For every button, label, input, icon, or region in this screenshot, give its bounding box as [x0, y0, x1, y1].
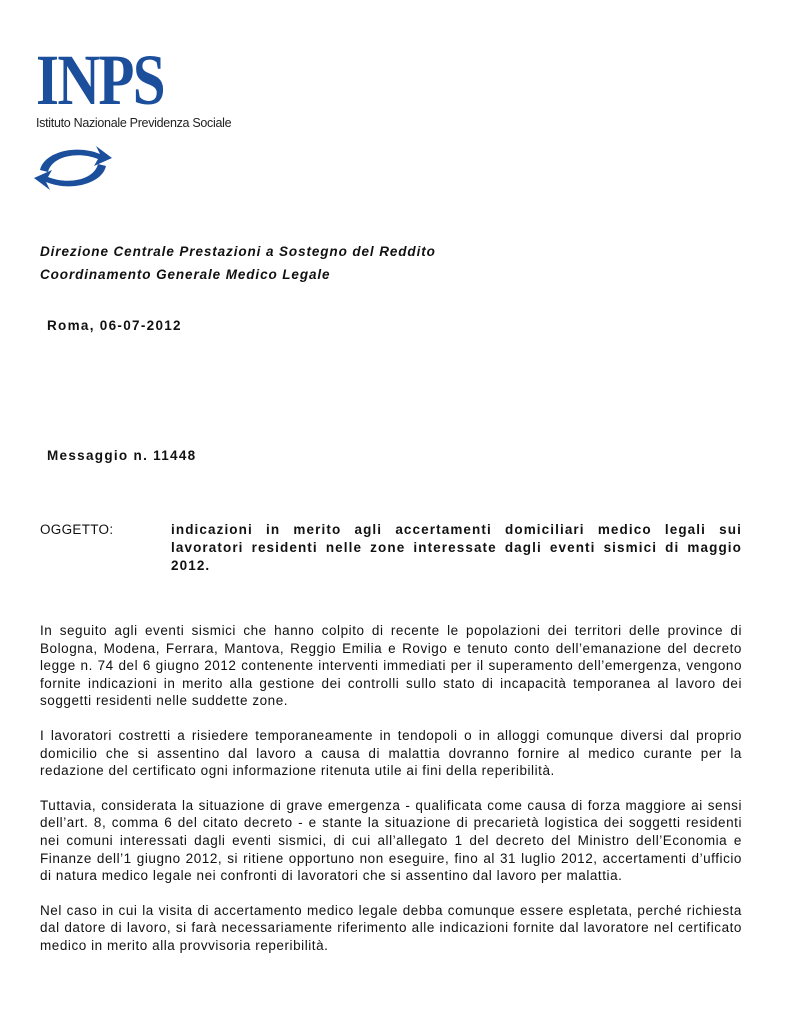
document-date: Roma, 06-07-2012 — [47, 318, 182, 333]
document-body — [40, 622, 742, 972]
body-paragraph-3: Tuttavia, considerata la situazione di grave emergenza - qualificata come causa di forza maggiore ai sensi dell’art. 8, comma 6 del citato decreto - e stante la situazione di precarietà logistica dei soggetti residenti nei comuni interessati dagli eventi sismici, di cui all’allegato 1 del decreto del Ministro dell’Economia e Finanze dell’1 giugno 2012, si ritiene opportuno non eseguire, fino al 31 luglio 2012, accertamenti d’ufficio di natura medico legale nei confronti di lavoratori che si assentino dal lavoro per malattia. — [40, 797, 742, 884]
inps-arrows-icon — [30, 140, 116, 196]
department-block — [40, 240, 436, 286]
body-paragraph-4: Nel caso in cui la visita di accertamento medico legale debba comunque essere espletata, perché richiesta dal datore di lavoro, si farà necessariamente riferimento alle indicazioni fornite dal lavoratore nel certificato medico in merito alla provvisoria reperibilità. — [40, 902, 742, 953]
body-paragraph-2: I lavoratori costretti a risiedere temporaneamente in tendopoli o in alloggi comunque diversi dal proprio domicilio che si assentino dal lavoro a causa di malattia dovranno fornire al medico curante per la redazione del certificato ogni informazione ritenuta utile ai fini della reperibilità. — [40, 727, 742, 779]
subject-label: OGGETTO: — [40, 522, 114, 537]
message-number: Messaggio n. 11448 — [47, 448, 197, 463]
logo-subtitle: Istituto Nazionale Previdenza Sociale — [36, 116, 232, 130]
body-paragraph-1: In seguito agli eventi sismici che hanno colpito di recente le popolazioni dei territori delle province di Bologna, Modena, Ferrara, Mantova, Reggio Emilia e Rovigo e tenuto conto dell’emanazione del decreto legge n. 74 del 6 giugno 2012 contenente interventi immediati per il superamento dell’emergenza, vengono fornite indicazioni in merito alla gestione dei controlli sullo stato di incapacità temporanea al lavoro dei soggetti residenti nelle suddette zone. — [40, 623, 742, 709]
logo-wordmark: INPS — [36, 40, 164, 120]
subject-text: indicazioni in merito agli accertamenti domiciliari medico legali sui lavoratori residenti nelle zone interessate dagli eventi sismici di maggio 2012. — [171, 522, 742, 573]
department-line-2: Coordinamento Generale Medico Legale — [40, 267, 331, 282]
department-line-1: Direzione Centrale Prestazioni a Sostegno del Reddito — [40, 244, 436, 259]
inps-logo — [36, 40, 266, 130]
